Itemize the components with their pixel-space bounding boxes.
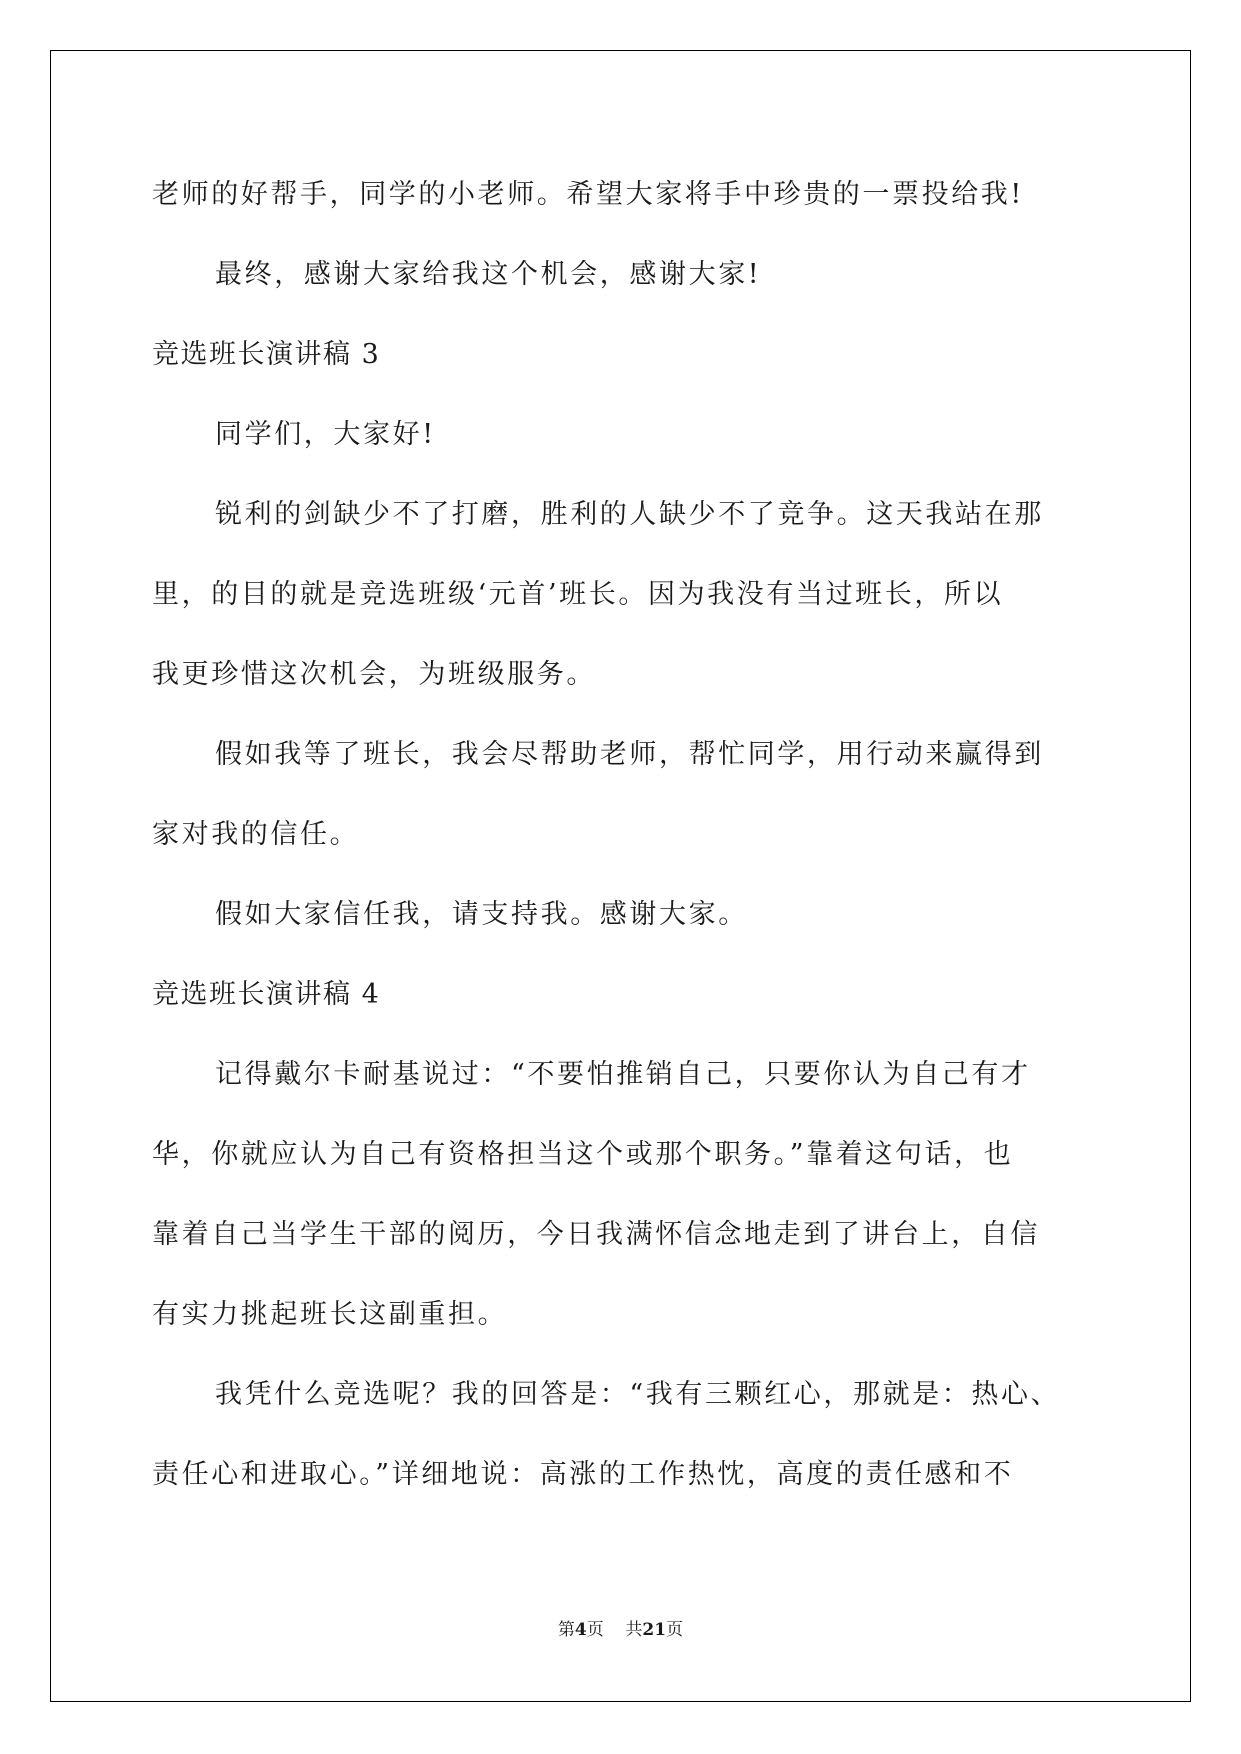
paragraph-line: 责任心和进取心。”详细地说：高涨的工作热忱，高度的责任感和不: [152, 1459, 1014, 1490]
footer-page-prefix: 第: [557, 1620, 575, 1640]
paragraph-line: 假如大家信任我，请支持我。感谢大家。: [215, 899, 748, 930]
footer-total-prefix: 共: [625, 1620, 643, 1640]
paragraph-line: 靠着自己当学生干部的阅历，今日我满怀信念地走到了讲台上，自信: [152, 1219, 1040, 1250]
footer-total-pages: 21: [642, 1620, 667, 1640]
section-heading: 竞选班长演讲稿 4: [152, 979, 381, 1010]
footer-page-number: 4: [574, 1620, 587, 1640]
footer-total-suffix: 页: [666, 1620, 684, 1640]
paragraph-line: 锐利的剑缺少不了打磨，胜利的人缺少不了竞争。这天我站在那: [215, 499, 1044, 530]
paragraph-line: 家对我的信任。: [152, 819, 360, 850]
paragraph-line: 老师的好帮手，同学的小老师。希望大家将手中珍贵的一票投给我!: [152, 179, 1024, 210]
paragraph-line: 里，的目的就是竞选班级‘元首’班长。因为我没有当过班长，所以: [152, 579, 1004, 610]
paragraph-line: 有实力挑起班长这副重担。: [152, 1299, 508, 1330]
paragraph-line: 我凭什么竞选呢？我的回答是：“我有三颗红心，那就是：热心、: [215, 1379, 1061, 1410]
paragraph-line: 记得戴尔卡耐基说过：“不要怕推销自己，只要你认为自己有才: [215, 1059, 1031, 1090]
section-heading: 竞选班长演讲稿 3: [152, 339, 381, 370]
footer-page-suffix: 页: [586, 1620, 604, 1640]
document-body: [152, 155, 1092, 1515]
paragraph-line: 最终，感谢大家给我这个机会，感谢大家!: [215, 259, 762, 290]
paragraph-line: 假如我等了班长，我会尽帮助老师，帮忙同学，用行动来赢得到: [215, 739, 1044, 770]
page-footer: [0, 1618, 1241, 1642]
paragraph-line: 我更珍惜这次机会，为班级服务。: [152, 659, 596, 690]
paragraph-line: 华，你就应认为自己有资格担当这个或那个职务。”靠着这句话，也: [152, 1139, 1014, 1170]
paragraph-line: 同学们，大家好!: [215, 419, 436, 450]
